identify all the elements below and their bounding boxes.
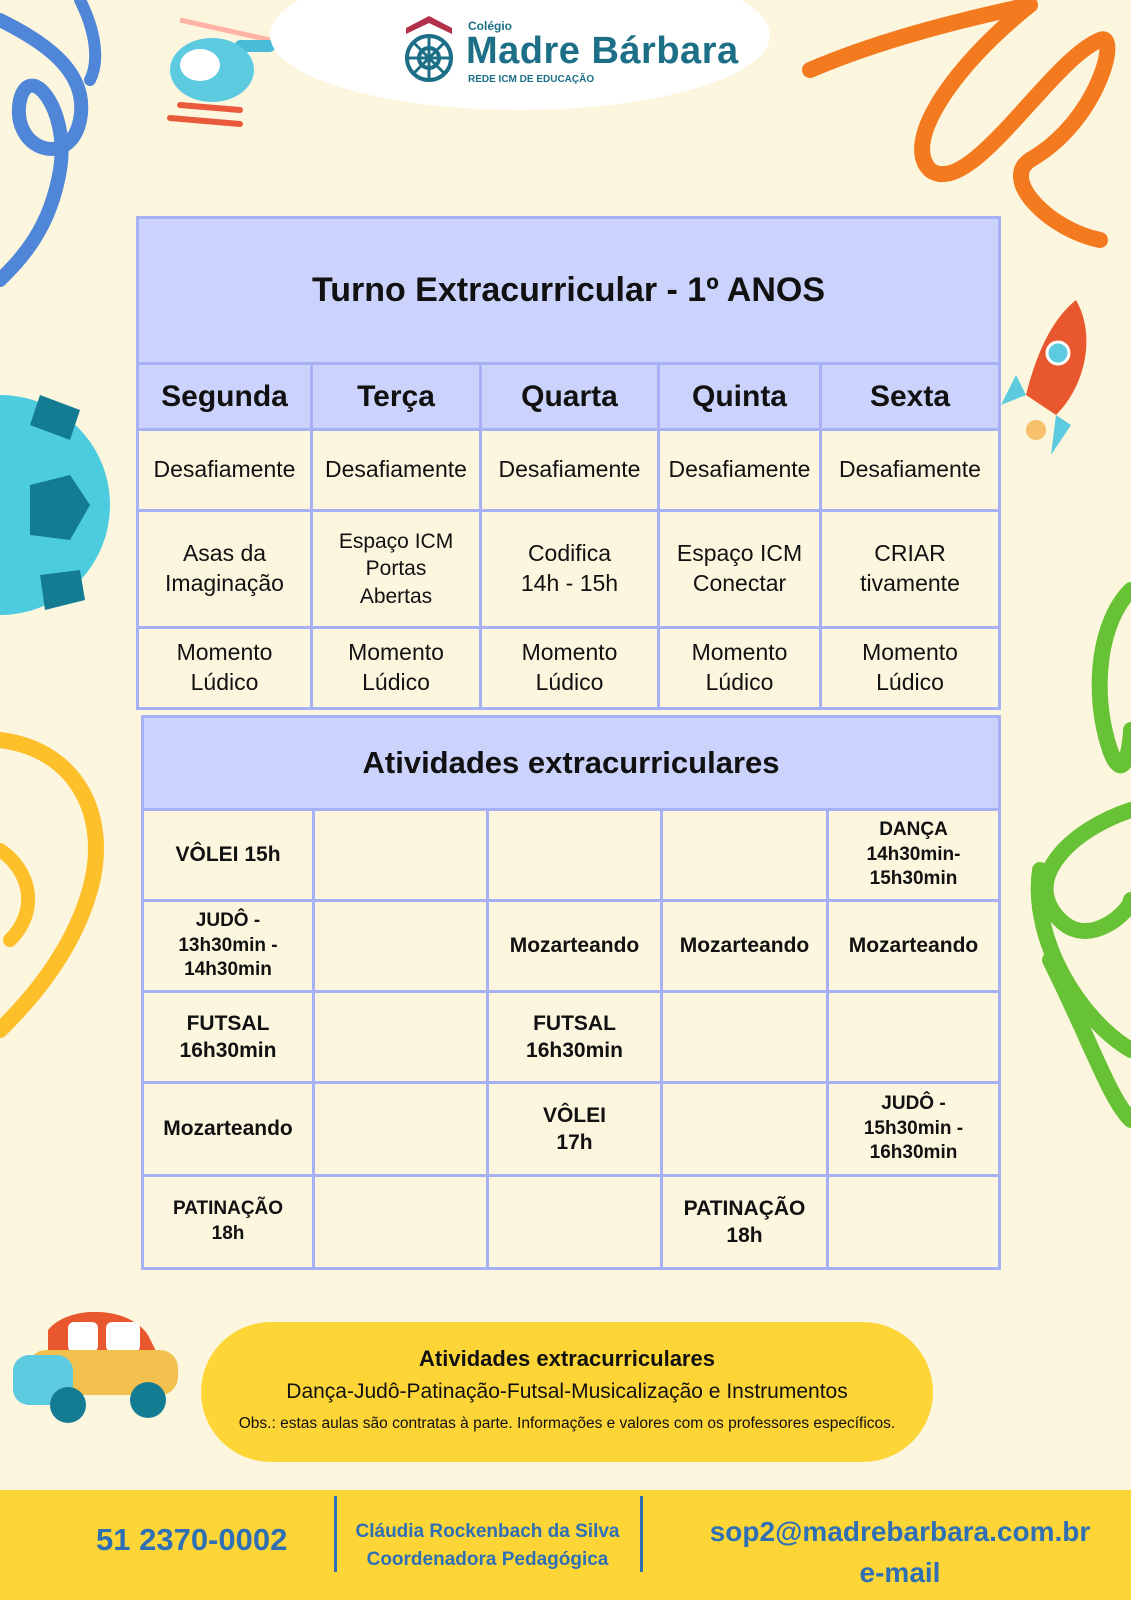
- info-activities-list: Dança-Judô-Patinação-Futsal-Musicalização e Instrumentos: [286, 1380, 848, 1403]
- schedule-cell: [312, 511, 481, 628]
- schedule-cell: Desafiamente: [481, 430, 659, 511]
- cell-line: Asas da: [182, 540, 267, 567]
- footer-email[interactable]: sop2@madrebarbara.com.br: [709, 1516, 1091, 1547]
- activity-cell: [143, 810, 314, 901]
- cell-line: Momento: [691, 639, 788, 666]
- activity-cell: [488, 901, 662, 992]
- logo-network-text: REDE ICM DE EDUCAÇÃO: [468, 74, 595, 85]
- schedule-cell: [821, 511, 1000, 628]
- activity-cell: [828, 992, 1000, 1083]
- cell-line: Lúdico: [876, 669, 944, 695]
- activity-cell: [314, 810, 488, 901]
- coordinator-role: Coordenadora Pedagógica: [366, 1548, 609, 1570]
- activity-cell: [662, 901, 828, 992]
- activity-cell: [828, 901, 1000, 992]
- cell-line: 14h - 15h: [520, 570, 619, 596]
- activity-cell: [143, 992, 314, 1083]
- table-row: [143, 901, 1000, 992]
- activity-cell: [828, 1176, 1000, 1269]
- footer-email-label: e-mail: [859, 1556, 941, 1588]
- schedule-cell: [481, 628, 659, 709]
- schedule-title: Turno Extracurricular - 1º ANOS: [138, 218, 1000, 364]
- cell-line: 15h30min -: [863, 1117, 964, 1139]
- cell-line: VÔLEI: [542, 1103, 606, 1127]
- schedule-cell: Desafiamente: [138, 430, 312, 511]
- schedule-cell: [481, 511, 659, 628]
- schedule-table: [136, 216, 1001, 710]
- yellow-scribble-decoration: [0, 730, 120, 1040]
- table-row: [138, 430, 1000, 511]
- activity-cell: [488, 810, 662, 901]
- cell-line: JUDÔ -: [195, 909, 261, 931]
- logo-school-name: Madre Bárbara: [466, 30, 739, 72]
- footer-contact: [345, 1518, 630, 1573]
- footer-email-block: [690, 1512, 1110, 1593]
- cell-line: DANÇA: [879, 818, 948, 840]
- cell-line: 16h30min: [179, 1039, 277, 1062]
- cell-line: 18h: [726, 1224, 763, 1247]
- cell-line: 15h30min: [869, 868, 958, 890]
- activity-cell: [828, 1083, 1000, 1176]
- schedule-cell: [138, 628, 312, 709]
- cell-line: JUDÔ -: [881, 1092, 946, 1114]
- activity-cell: [662, 810, 828, 901]
- cell-line: 14h30min: [184, 959, 272, 981]
- schedule-cell: [659, 628, 821, 709]
- cell-line: Espaço ICM: [338, 530, 454, 554]
- day-header: Terça: [312, 364, 481, 430]
- activity-cell: [143, 1083, 314, 1176]
- footer-phone[interactable]: 51 2370-0002: [96, 1522, 288, 1557]
- cell-line: Lúdico: [362, 669, 430, 695]
- schedule-cell: Desafiamente: [312, 430, 481, 511]
- cell-line: 13h30min -: [178, 934, 278, 956]
- footer-divider: [640, 1496, 643, 1572]
- cell-line: Mozarteando: [679, 934, 810, 958]
- logo-small-text: Colégio: [468, 19, 512, 33]
- day-header: Quarta: [481, 364, 659, 430]
- activity-cell: [662, 1083, 828, 1176]
- cell-line: CRIAR: [874, 540, 946, 567]
- day-header: Quinta: [659, 364, 821, 430]
- cell-line: Imaginação: [165, 570, 284, 596]
- helicopter-icon: [140, 10, 285, 130]
- activities-table: [141, 715, 1001, 1270]
- cell-line: VÔLEI 15h: [175, 843, 281, 867]
- cell-line: Codifica: [527, 540, 612, 567]
- cell-line: 14h30min-: [866, 843, 961, 865]
- cell-line: Mozarteando: [848, 934, 979, 958]
- activity-cell: [662, 992, 828, 1083]
- coordinator-name: Cláudia Rockenbach da Silva: [355, 1521, 620, 1542]
- cell-line: Lúdico: [705, 669, 774, 695]
- activities-title: Atividades extracurriculares: [143, 717, 1000, 810]
- info-note: Obs.: estas aulas são contratas à parte. Informações e valores com os professores específicos.: [238, 1415, 896, 1432]
- cell-line: 16h30min: [526, 1039, 623, 1062]
- green-scribble-decoration: [1010, 580, 1131, 1200]
- cell-line: Portas: [365, 557, 427, 581]
- activities-info-box: [201, 1322, 933, 1462]
- cell-line: tivamente: [860, 570, 960, 596]
- cell-line: FUTSAL: [186, 1011, 270, 1035]
- cell-line: 18h: [211, 1223, 245, 1244]
- activity-cell: [314, 901, 488, 992]
- cell-line: Mozarteando: [509, 934, 640, 958]
- table-row: [138, 628, 1000, 709]
- cell-line: PATINAÇÃO: [172, 1198, 284, 1220]
- blue-scribble-decoration: [0, 0, 110, 300]
- activity-cell: [662, 1176, 828, 1269]
- footer: [0, 1490, 1131, 1600]
- activity-cell: [314, 1083, 488, 1176]
- cell-line: Lúdico: [535, 669, 604, 695]
- schedule-cell: [821, 628, 1000, 709]
- cell-line: 16h30min: [869, 1142, 958, 1164]
- activity-cell: [143, 901, 314, 992]
- table-row: [143, 810, 1000, 901]
- cell-line: PATINAÇÃO: [683, 1196, 806, 1220]
- table-row: [138, 511, 1000, 628]
- info-title: Atividades extracurriculares: [419, 1346, 715, 1371]
- cell-line: Momento: [862, 639, 958, 666]
- schedule-days-row: [138, 364, 1000, 430]
- table-row: [143, 1083, 1000, 1176]
- school-logo: [270, 0, 770, 110]
- day-header: Sexta: [821, 364, 1000, 430]
- toy-car-icon: [8, 1300, 183, 1440]
- table-row: [143, 992, 1000, 1083]
- cell-line: Momento: [176, 639, 273, 666]
- schedule-cell: [312, 628, 481, 709]
- soccer-ball-icon: [0, 395, 112, 615]
- activity-cell: [143, 1176, 314, 1269]
- cell-line: Momento: [521, 639, 618, 666]
- schedule-cell: Desafiamente: [821, 430, 1000, 511]
- activity-cell: [488, 1176, 662, 1269]
- activity-cell: [314, 992, 488, 1083]
- activity-cell: [828, 810, 1000, 901]
- cell-line: Abertas: [359, 584, 433, 608]
- schedule-cell: [659, 511, 821, 628]
- cell-line: Conectar: [692, 570, 787, 596]
- activity-cell: [314, 1176, 488, 1269]
- school-emblem-icon: [398, 14, 460, 86]
- rocket-icon: [996, 295, 1096, 465]
- cell-line: 17h: [556, 1131, 593, 1154]
- schedule-cell: Desafiamente: [659, 430, 821, 511]
- footer-divider: [334, 1496, 337, 1572]
- cell-line: Espaço ICM: [676, 540, 803, 567]
- table-row: [143, 1176, 1000, 1269]
- day-header: Segunda: [138, 364, 312, 430]
- activity-cell: [488, 1083, 662, 1176]
- cell-line: Momento: [348, 639, 444, 666]
- cell-line: Lúdico: [190, 669, 259, 695]
- activity-cell: [488, 992, 662, 1083]
- cell-line: FUTSAL: [533, 1011, 616, 1035]
- schedule-cell: [138, 511, 312, 628]
- cell-line: Mozarteando: [163, 1117, 293, 1141]
